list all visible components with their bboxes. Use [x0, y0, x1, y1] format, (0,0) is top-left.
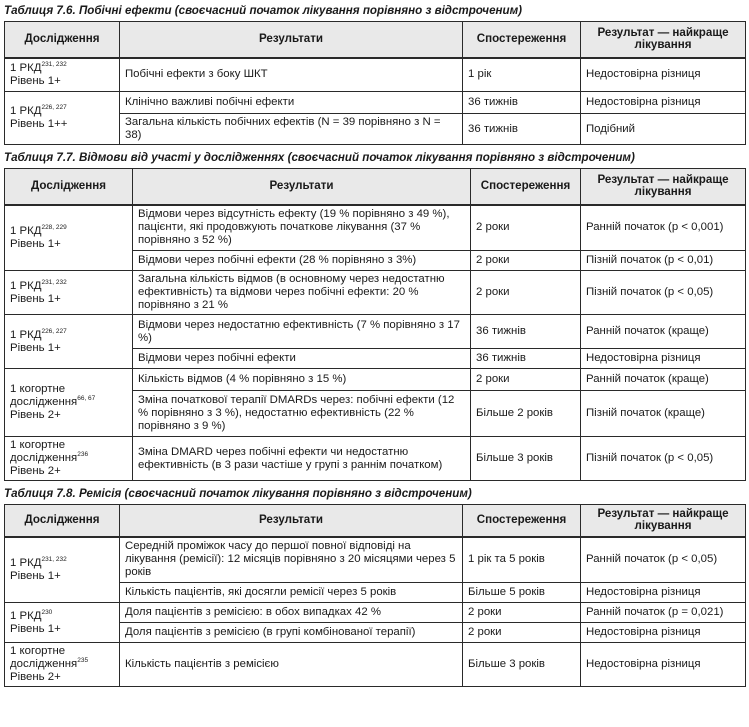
col-header-best: Результат — найкраще лікування — [581, 505, 746, 537]
result-cell: Кількість відмов (4 % порівняно з 15 %) — [133, 369, 471, 391]
table-row — [5, 643, 746, 687]
observation-cell: Більше 5 років — [463, 583, 581, 603]
table-row — [5, 603, 746, 623]
result-cell: Зміна DMARD через побічні ефекти чи недостатню ефективність (в 3 рази частіше у групі з раннім початком) — [133, 437, 471, 481]
result-cell: Доля пацієнтів з ремісією (в групі комбінованої терапії) — [120, 623, 463, 643]
col-header-study: Дослідження — [5, 505, 120, 537]
study-cell: 1 когортне дослідження$^{235}$ Рівень 2+ — [5, 643, 120, 687]
best-cell: Пізній початок (р < 0,05) — [581, 271, 746, 315]
observation-cell: 36 тижнів — [463, 114, 581, 145]
table-caption-title: Таблиця 7.8. Ремісія — [4, 487, 122, 500]
table-row — [5, 437, 746, 481]
table-header-row — [5, 169, 746, 205]
observation-cell: 2 роки — [471, 205, 581, 251]
best-cell: Подібний — [581, 114, 746, 145]
study-cell: 1 когортне дослідження$^{236}$ Рівень 2+ — [5, 437, 133, 481]
study-cell: 1 РКД$^{226, 227}$ Рівень 1++ — [5, 92, 120, 145]
study-cell: 1 РКД$^{230}$ Рівень 1+ — [5, 603, 120, 643]
col-header-observation: Спостереження — [463, 22, 581, 58]
study-cell: 1 РКД$^{226, 227}$ Рівень 1+ — [5, 315, 133, 369]
table-row — [5, 58, 746, 92]
best-cell: Ранній початок (краще) — [581, 315, 746, 349]
table-header-row — [5, 22, 746, 58]
study-cell: 1 РКД$^{231, 232}$ Рівень 1+ — [5, 58, 120, 92]
table-caption-title: Таблиця 7.7. Відмови від участі у дослідженнях — [4, 151, 285, 164]
best-cell: Недостовірна різниця — [581, 623, 746, 643]
best-cell: Ранній початок (р = 0,021) — [581, 603, 746, 623]
table-header-row — [5, 505, 746, 537]
result-cell: Кількість пацієнтів, які досягли ремісії через 5 років — [120, 583, 463, 603]
best-cell: Недостовірна різниця — [581, 58, 746, 92]
best-cell: Недостовірна різниця — [581, 643, 746, 687]
table-row — [5, 537, 746, 583]
col-header-best: Результат — найкраще лікування — [581, 169, 746, 205]
result-cell: Зміна початкової терапії DMARDs через: побічні ефекти (12 % порівняно з 3 %), недостатню ефективність (22 % порівняно з 9 %) — [133, 391, 471, 437]
observation-cell: 1 рік та 5 років — [463, 537, 581, 583]
table-row — [5, 315, 746, 349]
best-cell: Ранній початок (р < 0,001) — [581, 205, 746, 251]
best-cell: Недостовірна різниця — [581, 349, 746, 369]
observation-cell: 36 тижнів — [471, 349, 581, 369]
col-header-study: Дослідження — [5, 169, 133, 205]
observation-cell: 2 роки — [471, 251, 581, 271]
result-cell: Відмови через відсутність ефекту (19 % порівняно з 49 %), пацієнти, які продовжують початкове лікування (37 % порівняно з 52 %) — [133, 205, 471, 251]
study-cell: 1 РКД$^{228, 229}$ Рівень 1+ — [5, 205, 133, 271]
observation-cell: 1 рік — [463, 58, 581, 92]
table-row — [5, 271, 746, 315]
table-remission — [4, 504, 746, 687]
result-cell: Відмови через побічні ефекти — [133, 349, 471, 369]
observation-cell: 2 роки — [463, 603, 581, 623]
observation-cell: 36 тижнів — [471, 315, 581, 349]
col-header-best: Результат — найкраще лікування — [581, 22, 746, 58]
table-caption — [4, 3, 745, 19]
best-cell: Пізній початок (р < 0,05) — [581, 437, 746, 481]
observation-cell: Більше 2 років — [471, 391, 581, 437]
observation-cell: 2 роки — [471, 271, 581, 315]
result-cell: Доля пацієнтів з ремісією: в обох випадках 42 % — [120, 603, 463, 623]
table-side-effects — [4, 21, 746, 145]
table-row — [5, 369, 746, 391]
study-cell: 1 когортне дослідження$^{66, 67}$ Рівень 2+ — [5, 369, 133, 437]
table-caption-subtitle: (своєчасний початок лікування порівняно з відстроченим) — [124, 487, 472, 500]
result-cell: Побічні ефекти з боку ШКТ — [120, 58, 463, 92]
table-dropouts — [4, 168, 746, 481]
result-cell: Відмови через недостатню ефективність (7 % порівняно з 17 %) — [133, 315, 471, 349]
table-caption-subtitle: (своєчасний початок лікування порівняно з відстроченим) — [287, 151, 635, 164]
col-header-observation: Спостереження — [471, 169, 581, 205]
table-caption-title: Таблиця 7.6. Побічні ефекти — [4, 4, 172, 17]
result-cell: Клінічно важливі побічні ефекти — [120, 92, 463, 114]
col-header-observation: Спостереження — [463, 505, 581, 537]
col-header-results: Результати — [133, 169, 471, 205]
best-cell: Недостовірна різниця — [581, 92, 746, 114]
observation-cell: Більше 3 років — [471, 437, 581, 481]
table-row — [5, 92, 746, 114]
best-cell: Недостовірна різниця — [581, 583, 746, 603]
observation-cell: 36 тижнів — [463, 92, 581, 114]
col-header-results: Результати — [120, 505, 463, 537]
table-caption-subtitle: (своєчасний початок лікування порівняно з відстроченим) — [174, 4, 523, 17]
result-cell: Загальна кількість відмов (в основному через недостатню ефективність) та відмови через побічні ефекти: 20 % порівняно з 21 % — [133, 271, 471, 315]
study-cell: 1 РКД$^{231, 232}$ Рівень 1+ — [5, 537, 120, 603]
col-header-study: Дослідження — [5, 22, 120, 58]
observation-cell: 2 роки — [463, 623, 581, 643]
result-cell: Кількість пацієнтів з ремісією — [120, 643, 463, 687]
table-row — [5, 205, 746, 251]
observation-cell: 2 роки — [471, 369, 581, 391]
observation-cell: Більше 3 років — [463, 643, 581, 687]
study-cell: 1 РКД$^{231, 232}$ Рівень 1+ — [5, 271, 133, 315]
best-cell: Пізній початок (р < 0,01) — [581, 251, 746, 271]
best-cell: Ранній початок (р < 0,05) — [581, 537, 746, 583]
table-caption — [4, 150, 745, 166]
result-cell: Загальна кількість побічних ефектів (N = 39 порівняно з N = 38) — [120, 114, 463, 145]
table-caption — [4, 486, 745, 502]
result-cell: Середній проміжок часу до першої повної відповіді на лікування (ремісії): 12 місяців порівняно з 20 місяцями через 5 років — [120, 537, 463, 583]
col-header-results: Результати — [120, 22, 463, 58]
best-cell: Ранній початок (краще) — [581, 369, 746, 391]
best-cell: Пізній початок (краще) — [581, 391, 746, 437]
result-cell: Відмови через побічні ефекти (28 % порівняно з 3%) — [133, 251, 471, 271]
